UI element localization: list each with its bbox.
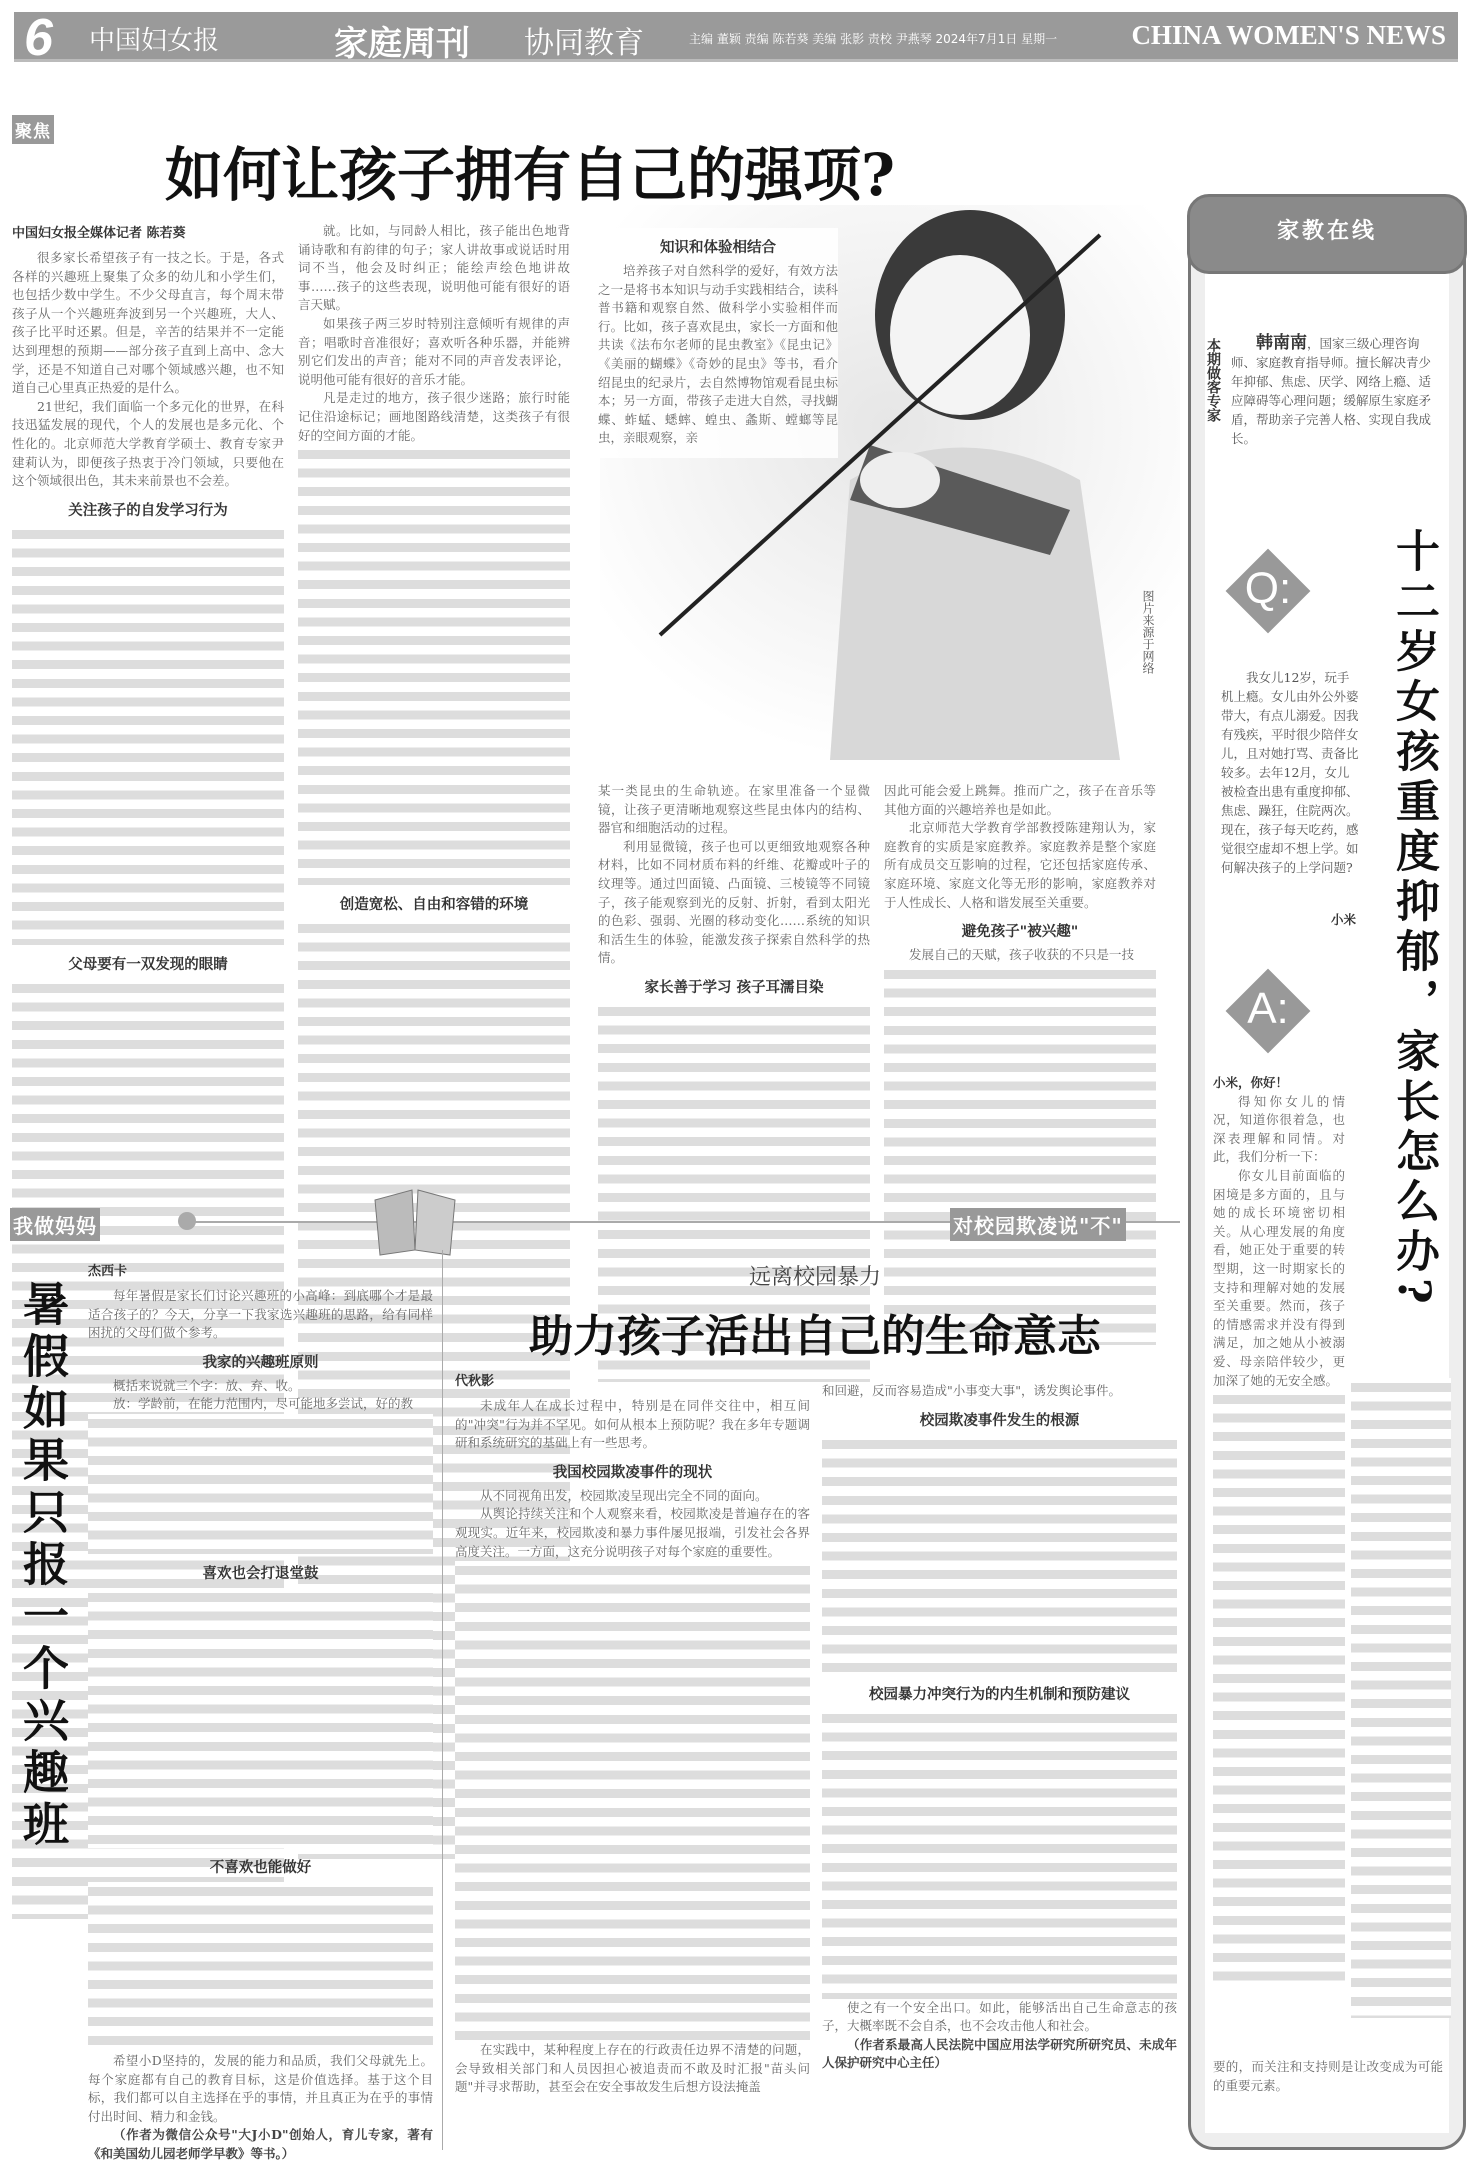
q-badge: [1225, 548, 1311, 634]
paper-logo: 中国妇女报: [89, 26, 220, 56]
author-note: （作者为微信公众号"大J小D"创始人，育儿专家，著有《和美国幼儿园老师学早教》等书。）: [88, 2127, 433, 2161]
subheading: 父母要有一双发现的眼睛: [68, 956, 228, 973]
subheading: 不喜欢也能做好: [209, 1859, 312, 1876]
paragraph: 从舆论持续关注和个人观察来看，校园欺凌是普遍存在的客观现实。近年来，校园欺凌和暴力事件屡见报端，引发社会各界高度关注。一方面，这充分说明孩子对每个家庭的重要性。: [455, 1506, 810, 1559]
headline: 助力孩子活出自己的生命意志: [529, 1311, 1101, 1362]
article-bottom-right-col2: [822, 1382, 1177, 2152]
subheading: 校园暴力冲突行为的内生机制和预防建议: [869, 1686, 1130, 1703]
paragraph: 你女儿目前面临的困境是多方面的，且与她的成长环境密切相关。从心理发展的角度看，她正处于重要的转型期，这一时期家长的支持和理解对她的发展至关重要。然而，孩子的情感需求并没有得到满足，加之她从小被溺爱、母亲陪伴较少，更加深了她的无安全感。: [1213, 1167, 1345, 1388]
greeting: 小米，你好！: [1213, 1075, 1289, 1090]
column-tag: 聚焦: [12, 115, 54, 144]
paragraph: 希望小D坚持的，发展的能力和品质，我们父母就先上。每个家庭都有自己的教育目标，这是价值选择。基于这个目标，我们都可以自主选择在乎的事情，并且真正为在乎的事情付出时间、精力和金钱。: [88, 2052, 433, 2124]
subheading: 我国校园欺凌事件的现状: [552, 1464, 713, 1481]
article-column-1: [12, 222, 284, 1162]
text-block: [12, 525, 284, 945]
paragraph: 从不同视角出发，校园欺凌呈现出完全不同的面向。: [480, 1487, 768, 1503]
paragraph: 得知你女儿的情况，知道你很着急，也深表理解和同情。对此，我们分析一下：: [1213, 1093, 1345, 1165]
article-column-2: [298, 222, 570, 1162]
author-note: （作者系最高人民法院中国应用法学研究所研究员、未成年人保护研究中心主任）: [822, 2036, 1177, 2071]
article-column-4: [884, 782, 1156, 1162]
qa-sidebar: [1188, 195, 1466, 2150]
paragraph: 21世纪，我们面临一个多元化的世界，在科技迅猛发展的现代，个人的发展也是多元化、个性化的。北京师范大学教育学硕士、教育专家尹建莉认为，即便孩子热衷于冷门领域，只要他在这个领域很出色，其未来前景也不会差。: [12, 398, 284, 489]
answer-closing: 要的，而关注和支持则是让改变成为可能的重要元素。: [1213, 2059, 1443, 2093]
paragraph: 培养孩子对自然科学的爱好，有效方法之一是将书本知识与动手实践相结合，读科普书籍和观察自然、做科学小实验相伴而行。比如，孩子喜欢昆虫，家长一方面和他共读《法布尔老师的昆虫教室》《昆虫记》《美丽的蝴蝶》《奇妙的昆虫》等书，看介绍昆虫的纪录片，去自然博物馆观看昆虫标本；另一方面，带孩子走进大自然，寻找蝴蝶、蚱蜢、蟋蟀、蝗虫、螽斯、螳螂等昆虫，亲眼观察，亲: [598, 263, 838, 446]
paragraph: 就。比如，与同龄人相比，孩子能出色地背诵诗歌和有韵律的句子；家人讲故事或说话时用词不当，他会及时纠正；能绘声绘色地讲故事……孩子的这些表现，说明他可能有很好的语言天赋。: [298, 223, 570, 313]
byline: 中国妇女报全媒体记者 陈若葵: [12, 226, 186, 241]
photo-credit: 图片来源于网络: [1141, 590, 1155, 674]
english-name: CHINA WOMEN'S NEWS: [1131, 20, 1446, 50]
column-tag: 对校园欺凌说"不": [950, 1208, 1126, 1241]
text-block: [455, 1561, 810, 2041]
subheading: 创造宽松、自由和容错的环境: [339, 897, 529, 914]
answer-column-2: [1351, 1378, 1451, 2018]
subheading: 知识和体验相结合: [660, 240, 776, 256]
asker-name: 小米: [1331, 912, 1357, 927]
subheading: 喜欢也会打退堂鼓: [202, 1565, 319, 1582]
sidebar-banner: 家教在线: [1187, 194, 1467, 274]
text-block: [298, 445, 570, 885]
expert-name: 韩南南: [1256, 333, 1307, 353]
headline-vertical: 暑假如果只报一个兴趣班: [16, 1280, 70, 1852]
question-text: 我女儿12岁，玩手机上瘾。女儿由外公外婆带大，有点儿溺爱。因我有残疾，平时很少陪伴女儿，且对她打骂、责备比较多。去年12月，女儿被检查出患有重度抑郁、焦虑、躁狂，住院两次。现在，孩子每天吃药，感觉很空虚却不想上学。如何解决孩子的上学问题?: [1221, 670, 1359, 875]
paragraph: 每年暑假是家长们讨论兴趣班的小高峰：到底哪个才是最适合孩子的？今天，分享一下我家选兴趣班的思路，给有同样困扰的父母们做个参考。: [88, 1288, 433, 1341]
dot-ornament: [178, 1212, 196, 1230]
paragraph: 某一类昆虫的生命轨迹。在家里准备一个显微镜，让孩子更清晰地观察这些昆虫体内的结构、器官和细胞活动的过程。: [598, 783, 870, 836]
open-book-icon: [370, 1185, 460, 1255]
text-block: [822, 1435, 1177, 1675]
paragraph: 和回避，反而容易造成"小事变大事"，诱发舆论事件。: [822, 1383, 1122, 1398]
text-block: [1351, 1378, 1451, 2018]
paragraph: 使之有一个安全出口。如此，能够活出自己生命意志的孩子，大概率既不会自杀，也不会攻击他人和社会。: [822, 1999, 1177, 2034]
subheading: 我家的兴趣班原则: [202, 1354, 319, 1371]
article-bottom-right-col1: [455, 1370, 810, 2150]
kicker: 远离校园暴力: [748, 1265, 881, 1290]
subheading: 关注孩子的自发学习行为: [68, 502, 228, 519]
expert-bio: [1231, 334, 1441, 448]
staff-credits: 主编 董颖 责编 陈若葵 美编 张影 责校 尹燕琴 2024年7月1日 星期一: [689, 32, 1058, 46]
byline: 代秋影: [455, 1374, 495, 1389]
text-block: [88, 1588, 433, 1848]
expert-label: 本期做客专家: [1205, 338, 1221, 422]
text-block: [1213, 1390, 1345, 1990]
masthead: [14, 9, 1458, 67]
text-block: [88, 1414, 433, 1554]
byline: 杰西卡: [88, 1264, 128, 1279]
qa-headline: 十二岁女孩重度抑郁，家长怎么办?: [1388, 528, 1439, 1310]
paragraph: 概括来说就三个字：放、弃、收。: [113, 1377, 301, 1393]
a-label: A:: [1247, 984, 1289, 1033]
section-title: 家庭周刊: [334, 24, 470, 64]
answer-column: [1213, 1074, 1345, 2114]
paragraph: 在实践中，某种程度上存在的行政责任边界不清楚的问题，会导致相关部门和人员因担心被追责而不敢及时汇报"苗头问题"并寻求帮助，甚至会在安全事故发生后想方设法掩盖: [455, 2042, 810, 2095]
paragraph: 北京师范大学教育学部教授陈建翔认为，家庭教育的实质是家庭教养。家庭教养是整个家庭所有成员交互影响的过程，它还包括家庭传承、家庭环境、家庭文化等无形的影响，家庭教养对于人性成长、人格和谐发展至关重要。: [884, 820, 1156, 910]
text-block: [88, 1882, 433, 2052]
article-column-3-top: [598, 228, 838, 458]
paragraph: 发展自己的天赋，孩子收获的不只是一技: [909, 947, 1135, 963]
subsection-title: 协同教育: [524, 26, 644, 61]
paragraph: 很多家长希望孩子有一技之长。于是，各式各样的兴趣班上聚集了众多的幼儿和小学生们，也包括少数中学生。不少父母直言，每个周末带孩子从一个兴趣班奔波到另一个兴趣班，大人、孩子比平时还累。但是，辛苦的结果并不一定能达到理想的预期——部分孩子直到上高中、念大学，还是不知道自己对哪个领域感兴趣，也不知道自己心里真正热爱的是什么。: [12, 250, 284, 396]
paragraph: 放：学龄前，在能力范围内，尽可能地多尝试，好的教: [113, 1396, 414, 1412]
column-divider: [442, 1250, 443, 2150]
expert-bio-text: ，国家三级心理咨询师、家庭教育指导师。擅长解决青少年抑郁、焦虑、厌学、网络上瘾、适应障碍等心理问题；缓解原生家庭矛盾，帮助亲子完善人格、实现自我成长。: [1231, 336, 1432, 446]
subheading: 校园欺凌事件发生的根源: [919, 1412, 1080, 1429]
column-tag: 我做妈妈: [10, 1208, 100, 1241]
paragraph: 如果孩子两三岁时特别注意倾听有规律的声音；唱歌时音准很好；喜欢听各种乐器，并能辨别它们发出的声音；能对不同的声音发表评论，说明他可能有很好的音乐才能。: [298, 315, 570, 387]
subheading: 避免孩子"被兴趣": [961, 924, 1079, 941]
a-badge: [1225, 968, 1311, 1054]
page-number: 6: [24, 9, 53, 67]
paragraph: 因此可能会爱上跳舞。推而广之，孩子在音乐等其他方面的兴趣培养也是如此。: [884, 783, 1156, 817]
subheading: 家长善于学习 孩子耳濡目染: [644, 979, 824, 996]
paragraph: 未成年人在成长过程中，特别是在同伴交往中，相互间的"冲突"行为并不罕见。如何从根本上预防呢？我在多年专题调研和系统研究的基础上有一些思考。: [455, 1398, 810, 1451]
paragraph: 利用显微镜，孩子也可以更细致地观察各种材料，比如不同材质布料的纤维、花瓣或叶子的纹理等。通过凹面镜、凸面镜、三棱镜等不同镜子，孩子能观察到光的反射、折射，看到太阳光的色彩、强弱、光圈的移动变化……系统的知识和活生生的体验，能激发孩子探索自然科学的热情。: [598, 838, 870, 966]
paragraph: 凡是走过的地方，孩子很少迷路；旅行时能记住沿途标记；画地图路线清楚，这类孩子有很好的空间方面的才能。: [298, 390, 570, 443]
article-bottom-left: [88, 1260, 433, 2161]
q-label: Q:: [1244, 564, 1292, 613]
text-block: [822, 1709, 1177, 1999]
headline: 如何让孩子拥有自己的强项?: [165, 141, 895, 209]
article-column-3: [598, 782, 870, 1162]
